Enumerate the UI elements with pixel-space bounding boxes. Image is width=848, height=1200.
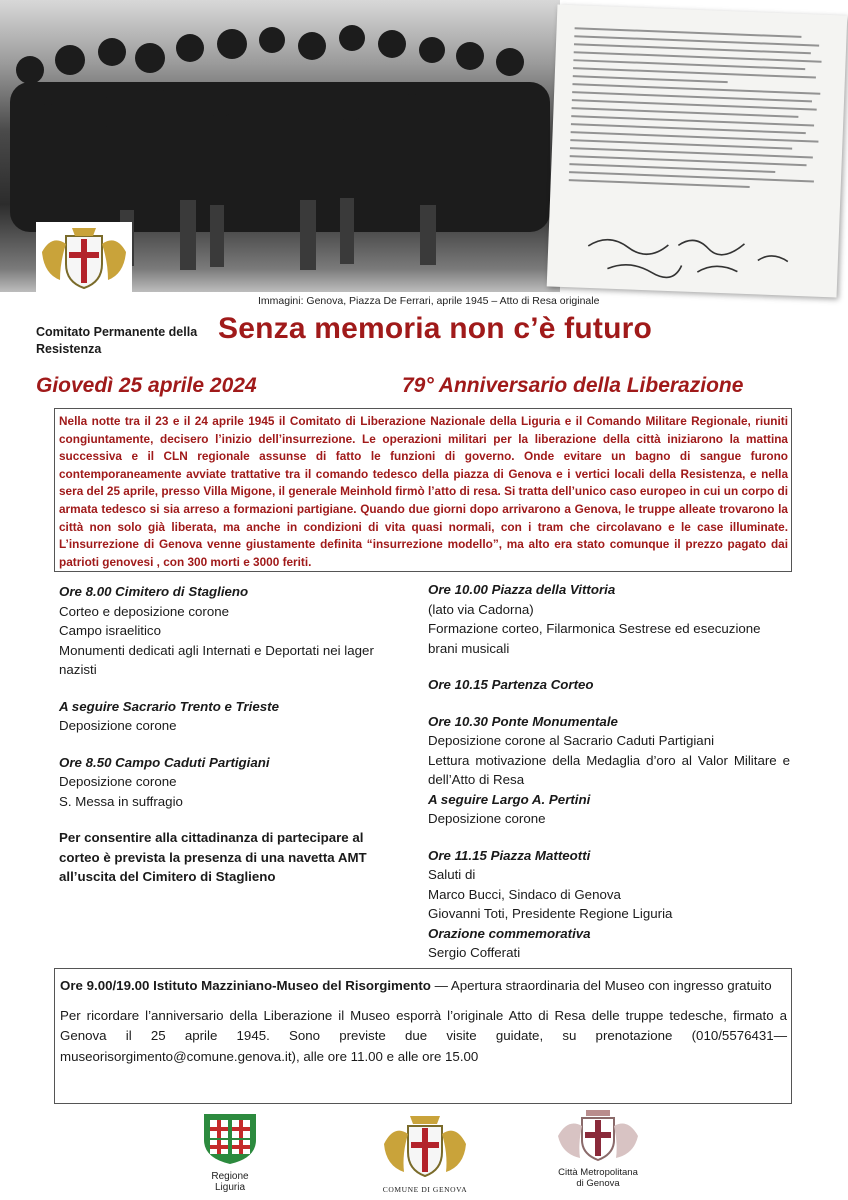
event-date: Giovedì 25 aprile 2024	[36, 374, 257, 397]
program-line: Marco Bucci, Sindaco di Genova	[428, 886, 621, 902]
program-line: Saluti di	[428, 867, 476, 882]
logo-label: di Genova	[576, 1178, 620, 1189]
program-line: Monumenti dedicati agli Internati e Deportati nei lager nazisti	[59, 642, 374, 677]
program-line: S. Messa in suffragio	[59, 793, 183, 809]
regione-liguria-logo	[198, 1110, 262, 1193]
program-right	[428, 580, 790, 963]
program-left	[59, 582, 379, 887]
program-heading: A seguire Sacrario Trento e Trieste	[59, 698, 279, 714]
shuttle-note: Per consentire alla cittadinanza di partecipare al corteo è prevista la presenza di una navetta AMT all’uscita del Cimitero di Staglieno	[59, 830, 367, 884]
genova-crest-icon	[36, 222, 132, 292]
program-heading: Orazione commemorativa	[428, 925, 591, 941]
program-line: Deposizione corone al Sacrario Caduti Partigiani	[428, 733, 715, 748]
program-heading: Ore 8.00 Cimitero di Staglieno	[59, 584, 249, 599]
program-heading: Ore 8.50 Campo Caduti Partigiani	[59, 754, 270, 770]
program-heading: A seguire Largo A. Pertini	[428, 791, 591, 807]
image-caption: Immagini: Genova, Piazza De Ferrari, aprile 1945 – Atto di Resa originale	[258, 295, 600, 307]
program-line: Corteo e deposizione corone	[59, 603, 230, 619]
program-line: (lato via Cadorna)	[428, 601, 534, 617]
program-line: Giovanni Toti, Presidente Regione Liguria	[428, 906, 673, 921]
comune-crest-icon	[378, 1110, 472, 1180]
logo-label: Città Metropolitana	[558, 1167, 638, 1178]
program-line: Campo israelitico	[59, 623, 161, 638]
intro-box	[54, 408, 792, 572]
logo-label: COMUNE DI GENOVA	[382, 1185, 468, 1194]
museum-title-rest: — Apertura straordinaria del Museo con ingresso gratuito	[430, 978, 772, 993]
anniversary-title: 79° Anniversario della Liberazione	[402, 374, 744, 397]
program-line: Deposizione corone	[59, 718, 177, 733]
citta-metropolitana-logo	[548, 1106, 648, 1189]
liguria-shield-icon	[198, 1110, 262, 1166]
metro-crest-icon	[548, 1106, 648, 1162]
museum-box	[54, 968, 792, 1104]
intro-text: Nella notte tra il 23 e il 24 aprile 1945 il Comitato di Liberazione Nazionale della Liguria e il Comando Militare Regionale, riuniti congiuntamente, decisero l’inizio dell’insurrezione. Le operazioni militari per la liberazione della città iniziarono la mattina successiva e il CLN regionale assunse di fatto le funzioni di governo. Onde evitare un bagno di sangue furono contemporaneamente avviate trattative tra il comando tedesco della piazza di Genova e i vertici locali della Resistenza, e nella sera del 25 aprile, presso Villa Migone, il generale Meinhold firmò l’atto di resa. Si tratta dell’unico caso europeo in cui un corpo di armata tedesco si sia arreso a formazioni partigiane. Quando due giorni dopo arrivarono a Genova, le truppe alleate trovarono la città non solo già liberata, ma anche in condizioni di vita quasi normali, con i tram che circolavano e le case illuminate. L’insurrezione di Genova venne giustamente definita “insurrezione modello”, ma alto era stato comunque il prezzo pagato dai patrioti genovesi , con 300 morti e 3000 feriti.	[59, 414, 788, 569]
headline: Senza memoria non c’è futuro	[218, 312, 653, 345]
program-line: Lettura motivazione della Medaglia d’oro al Valor Militare e dell’Atto di Resa	[428, 752, 790, 787]
program-heading: Ore 10.00 Piazza della Vittoria	[428, 582, 616, 597]
logo-label: Regione Liguria	[211, 1171, 249, 1193]
program-line: Deposizione corone	[428, 811, 546, 826]
program-line: Deposizione corone	[59, 774, 177, 789]
program-line: Sergio Cofferati	[428, 945, 521, 960]
signatures-icon	[547, 5, 848, 298]
program-line: Formazione corteo, Filarmonica Sestrese ed esecuzione brani musicali	[428, 621, 761, 656]
comune-genova-logo	[378, 1110, 472, 1194]
committee-name: Comitato Permanente della Resistenza	[36, 325, 198, 356]
program-heading: Ore 10.30 Ponte Monumentale	[428, 713, 618, 729]
museum-title: Ore 9.00/19.00 Istituto Mazziniano-Museo del Risorgimento	[60, 978, 431, 993]
surrender-document-image	[547, 5, 848, 298]
program-heading: Ore 11.15 Piazza Matteotti	[428, 847, 591, 863]
program-heading: Ore 10.15 Partenza Corteo	[428, 677, 594, 692]
museum-body: Per ricordare l’anniversario della Liberazione il Museo esporrà l’originale Atto di Resa delle truppe tedesche, firmato a Genova il 25 aprile 1945. Sono previste due visite guidate, su prenotazione (010/5576431—museorisorgimento@comune.genova.it), alle ore 11.00 e alle ore 15.00	[60, 1007, 787, 1064]
